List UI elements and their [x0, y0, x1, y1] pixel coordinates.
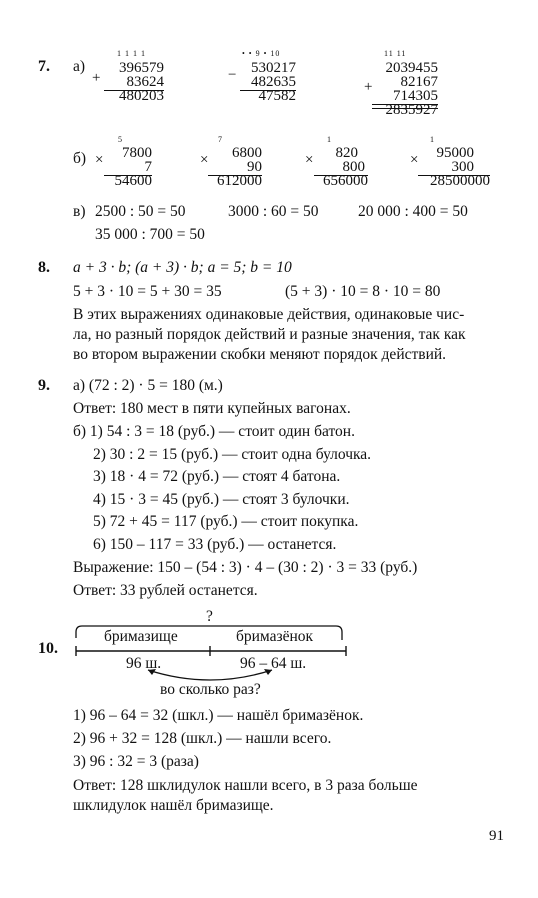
answer-line: Ответ: 33 рублей останется. — [73, 582, 258, 599]
expressions: a + 3 · b; (a + 3) · b; a = 5; b = 10 — [73, 259, 292, 276]
division-expression: 20 000 : 400 = 50 — [358, 203, 468, 220]
division-expression: 2500 : 50 = 50 — [95, 203, 186, 220]
carry-digit: 5 — [118, 135, 123, 144]
problem-10-number: 10. — [38, 640, 58, 657]
multiplier: 300 — [451, 159, 474, 175]
problem-8-number: 8. — [38, 259, 50, 276]
part-a-label: а) — [73, 58, 86, 75]
multiply-sign: × — [410, 152, 419, 168]
multiplicand: 820 — [335, 145, 358, 161]
multiply-sign: × — [200, 152, 209, 168]
plus-sign: + — [92, 70, 101, 86]
part-b-label: б) — [73, 150, 87, 167]
product: 54600 — [114, 173, 152, 189]
carry-digit: 1 — [430, 135, 435, 144]
solution-line: 3) 96 : 32 = 3 (раза) — [73, 753, 199, 770]
evaluation-2: (5 + 3) · 10 = 8 · 10 = 80 — [285, 283, 441, 300]
expression-line: Выражение: 150 – (54 : 3) · 4 – (30 : 2) · 3 = 33 (руб.) — [73, 559, 418, 576]
addend: 82167 — [400, 74, 438, 90]
text-line: В этих выражениях одинаковые действия, одинаковые чис- — [73, 306, 465, 323]
sum: 480203 — [119, 88, 164, 104]
carry-digit: 1 — [327, 135, 332, 144]
multiplicand: 7800 — [122, 145, 152, 161]
right-segment-value: 96 – 64 ш. — [240, 655, 307, 672]
evaluation-1: 5 + 3 · 10 = 5 + 30 = 35 — [73, 283, 222, 300]
plus-sign: + — [364, 79, 373, 95]
part-v-label: в) — [73, 203, 86, 220]
solution-line: 3) 18 · 4 = 72 (руб.) — стоят 4 батона. — [93, 468, 341, 485]
page-number: 91 — [489, 828, 504, 844]
left-segment-value: 96 ш. — [126, 655, 162, 672]
addend: 396579 — [119, 60, 164, 76]
solution-line: 2) 30 : 2 = 15 (руб.) — стоит одна булочка. — [93, 446, 372, 463]
problem-9-number: 9. — [38, 377, 50, 394]
addend: 83624 — [126, 74, 164, 90]
multiplicand: 95000 — [436, 145, 474, 161]
answer-paragraph — [73, 776, 505, 816]
carry-digits: 11 11 — [384, 49, 407, 58]
solution-line: 5) 72 + 45 = 117 (руб.) — стоит покупка. — [93, 513, 359, 530]
minuend: 530217 — [251, 60, 296, 76]
multiplicand: 6800 — [232, 145, 262, 161]
product: 28500000 — [430, 173, 490, 189]
product: 612000 — [217, 173, 262, 189]
solution-line: б) 1) 54 : 3 = 18 (руб.) — стоит один батон. — [73, 423, 355, 440]
carry-digits: 1 1 1 1 — [117, 49, 146, 58]
solution-line: а) (72 : 2) · 5 = 180 (м.) — [73, 377, 223, 394]
right-segment-label: бримазёнок — [236, 628, 314, 645]
subtrahend: 482635 — [251, 74, 296, 90]
problem-7-number: 7. — [38, 58, 50, 75]
carry-digit: 7 — [218, 135, 223, 144]
borrow-marks: • • 9 • 10 — [242, 49, 281, 58]
answer-line: Ответ: 180 мест в пяти купейных вагонах. — [73, 400, 351, 417]
multiplier: 7 — [144, 159, 152, 175]
sum: 2835927 — [385, 102, 438, 118]
multiplier: 800 — [342, 159, 365, 175]
addend: 2039455 — [385, 60, 438, 76]
question-mark: ? — [206, 608, 213, 625]
text-line: шклидулок нашёл бримазище. — [73, 797, 274, 814]
solution-line: 1) 96 – 64 = 32 (шкл.) — нашёл бримазёнок. — [73, 707, 364, 724]
arrow-label: во сколько раз? — [160, 681, 261, 698]
solution-line: 4) 15 · 3 = 45 (руб.) — стоят 3 булочки. — [93, 491, 350, 508]
difference: 47582 — [258, 88, 296, 104]
left-segment-label: бримазище — [104, 628, 178, 645]
solution-line: 6) 150 – 117 = 33 (руб.) — останется. — [93, 536, 337, 553]
addend: 714305 — [393, 88, 438, 104]
division-expression: 35 000 : 700 = 50 — [95, 226, 205, 243]
multiply-sign: × — [305, 152, 314, 168]
minus-sign: − — [228, 67, 237, 83]
text-line: Ответ: 128 шклидулок нашли всего, в 3 раза больше — [73, 777, 418, 794]
product: 656000 — [323, 173, 368, 189]
solution-line: 2) 96 + 32 = 128 (шкл.) — нашли всего. — [73, 730, 332, 747]
division-expression: 3000 : 60 = 50 — [228, 203, 319, 220]
text-line: ла, но разный порядок действий и разные значения, так как — [73, 326, 466, 343]
text-line: во втором выражении скобки меняют порядок действий. — [73, 346, 447, 363]
multiplier: 90 — [247, 159, 262, 175]
multiply-sign: × — [95, 152, 104, 168]
